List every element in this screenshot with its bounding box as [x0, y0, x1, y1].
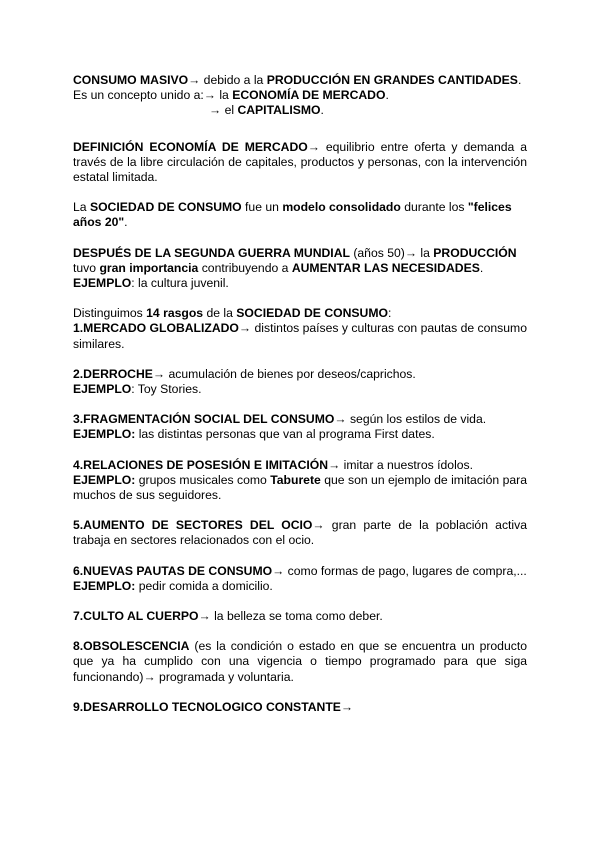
- paragraph-ejemplo-toy-stories: EJEMPLO: Toy Stories.: [73, 382, 202, 397]
- paragraph-ejemplo-taburete: EJEMPLO: grupos musicales como Taburete que son un ejemplo de imitación para muchos de sus seguidores.: [73, 472, 527, 503]
- heading-despues-guerra: DESPUÉS DE LA SEGUNDA GUERRA MUNDIAL: [73, 245, 350, 260]
- list-item-derroche: 2.DERROCHE→ acumulación de bienes por deseos/caprichos.: [73, 366, 416, 381]
- paragraph-despues-guerra: DESPUÉS DE LA SEGUNDA GUERRA MUNDIAL (años 50)→ la PRODUCCIÓN tuvo gran importancia contribuyendo a AUMENTAR LAS NECESIDADES.: [73, 245, 517, 275]
- paragraph-definicion-economia: DEFINICIÓN ECONOMÍA DE MERCADO→ equilibrio entre oferta y demanda a través de la libre circulación de capitales, productos y personas, con la intervención estatal limitada.: [73, 139, 527, 185]
- paragraph-ejemplo-first-dates: EJEMPLO: las distintas personas que van al programa First dates.: [73, 427, 435, 442]
- paragraph-capitalismo: → el CAPITALISMO.: [209, 103, 324, 118]
- paragraph-concepto-unido: Es un concepto unido a:→ la ECONOMÍA DE MERCADO.: [73, 88, 389, 103]
- list-item-nuevas-pautas: 6.NUEVAS PAUTAS DE CONSUMO→ como formas de pago, lugares de compra,...: [73, 563, 527, 578]
- paragraph-ejemplo-domicilio: EJEMPLO: pedir comida a domicilio.: [73, 578, 273, 593]
- heading-consumo-masivo: CONSUMO MASIVO: [73, 73, 189, 87]
- list-item-relaciones-posesion: 4.RELACIONES DE POSESIÓN E IMITACIÓN→ imitar a nuestros ídolos.: [73, 457, 474, 472]
- heading-definicion: DEFINICIÓN ECONOMÍA DE MERCADO: [73, 139, 308, 154]
- list-item-obsolescencia: 8.OBSOLESCENCIA (es la condición o estado en que se encuentra un producto que ya ha cumplido con una vigencia o tiempo programado para que siga funcionando)→ programada y voluntaria.: [73, 639, 527, 684]
- paragraph-consumo-masivo: CONSUMO MASIVO→ debido a la PRODUCCIÓN EN GRANDES CANTIDADES.: [73, 73, 522, 87]
- list-item-desarrollo-tecnologico: 9.DESARROLLO TECNOLOGICO CONSTANTE→: [73, 699, 354, 714]
- list-item-fragmentacion: 3.FRAGMENTACIÓN SOCIAL DEL CONSUMO→ según los estilos de vida.: [73, 412, 487, 427]
- list-item-mercado-globalizado: 1.MERCADO GLOBALIZADO→ distintos países y culturas con pautas de consumo similares.: [73, 321, 527, 351]
- list-item-sectores-ocio: 5.AUMENTO DE SECTORES DEL OCIO→ gran parte de la población activa trabaja en sectores relacionados con el ocio.: [73, 518, 528, 548]
- paragraph-distinguimos: Distinguimos 14 rasgos de la SOCIEDAD DE CONSUMO:: [73, 306, 392, 321]
- paragraph-ejemplo-cultura: EJEMPLO: la cultura juvenil.: [73, 276, 229, 291]
- document-body: [73, 73, 527, 715]
- list-item-culto-cuerpo: 7.CULTO AL CUERPO→ la belleza se toma como deber.: [73, 609, 383, 624]
- paragraph-sociedad-consumo: La SOCIEDAD DE CONSUMO fue un modelo consolidado durante los "felices años 20".: [73, 200, 512, 230]
